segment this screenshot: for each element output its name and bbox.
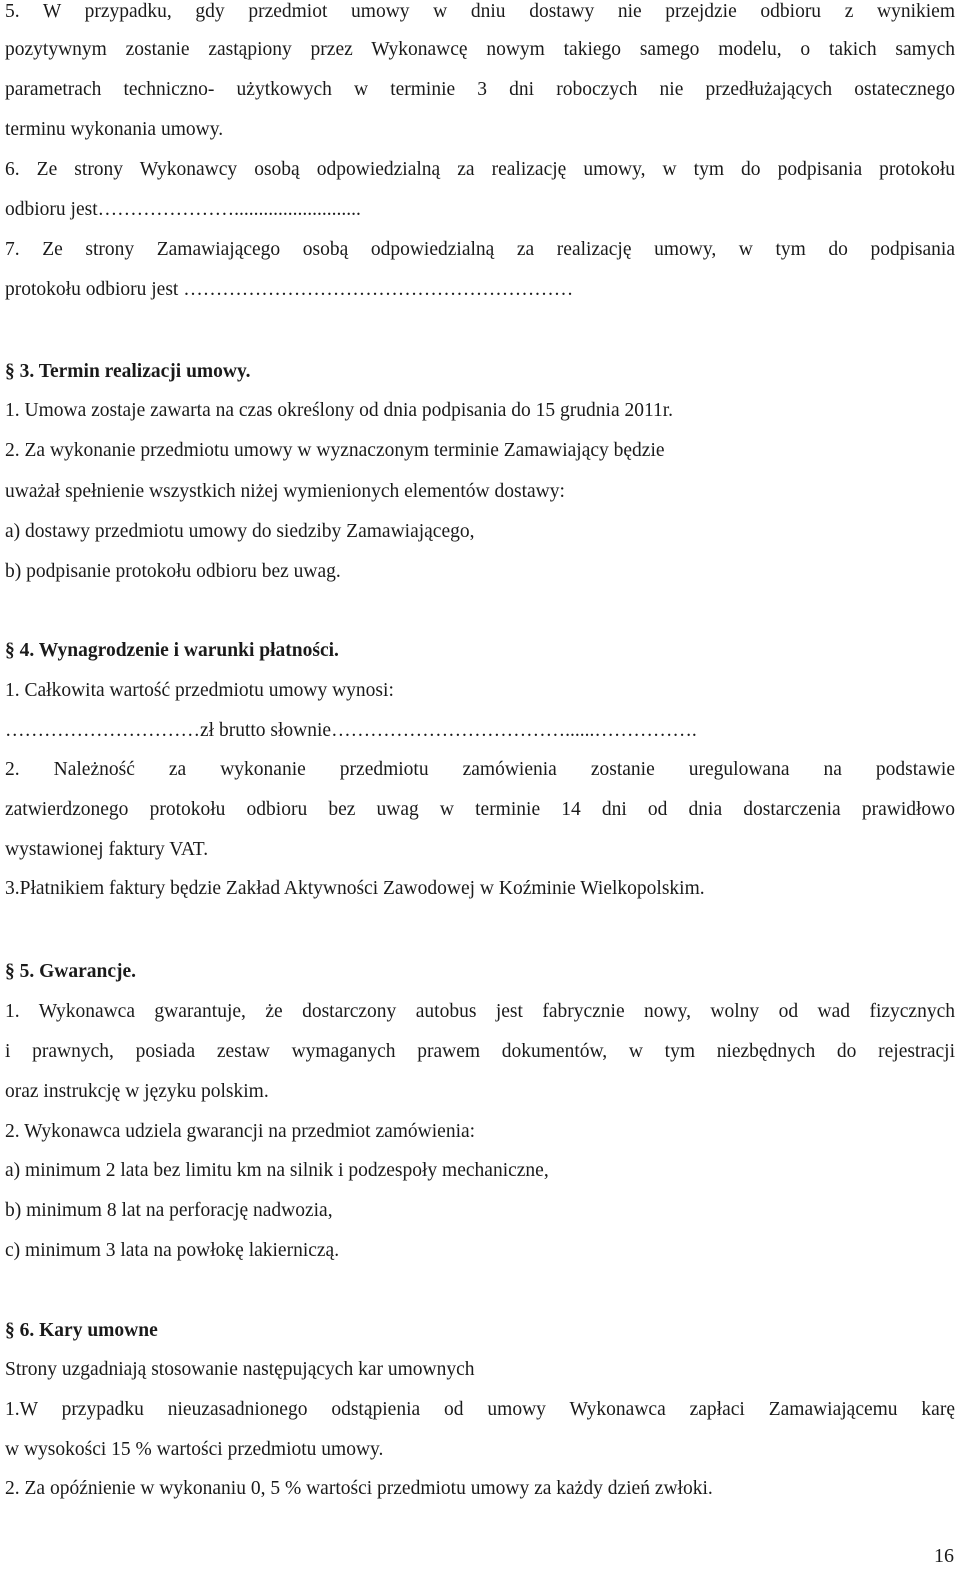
- section-3-heading: § 3. Termin realizacji umowy.: [5, 361, 251, 382]
- section-3-item-2-line-1: 2. Za wykonanie przedmiotu umowy w wyznaczonym terminie Zamawiający będzie: [5, 440, 665, 461]
- section-5-item-1-line-3: oraz instrukcję w języku polskim.: [5, 1081, 269, 1102]
- section-6-item-1-line-2: w wysokości 15 % wartości przedmiotu umowy.: [5, 1439, 384, 1460]
- section-4-item-2-line-2: zatwierdzonego protokołu odbioru bez uwag w terminie 14 dni od dnia dostarczenia prawidłowo: [5, 799, 955, 820]
- section-3-item-2-b: b) podpisanie protokołu odbioru bez uwag.: [5, 561, 341, 582]
- paragraph-7-line-1: 7. Ze strony Zamawiającego osobą odpowiedzialną za realizację umowy, w tym do podpisania: [5, 239, 955, 260]
- section-6-heading: § 6. Kary umowne: [5, 1320, 158, 1341]
- section-4-item-2-line-1: 2. Należność za wykonanie przedmiotu zamówienia zostanie uregulowana na podstawie: [5, 759, 955, 780]
- section-4-heading: § 4. Wynagrodzenie i warunki płatności.: [5, 640, 339, 661]
- paragraph-5-line-3: parametrach techniczno- użytkowych w terminie 3 dni roboczych nie przedłużających ostatecznego: [5, 79, 955, 100]
- section-5-item-2-a: a) minimum 2 lata bez limitu km na silnik i podzespoły mechaniczne,: [5, 1160, 549, 1181]
- section-5-item-2-b: b) minimum 8 lat na perforację nadwozia,: [5, 1200, 333, 1221]
- paragraph-5-line-1: 5. W przypadku, gdy przedmiot umowy w dniu dostawy nie przejdzie odbioru z wynikiem: [5, 1, 955, 22]
- section-3-item-2-line-2: uważał spełnienie wszystkich niżej wymienionych elementów dostawy:: [5, 481, 565, 502]
- section-5-item-1-line-1: 1. Wykonawca gwarantuje, że dostarczony autobus jest fabrycznie nowy, wolny od wad fizycznych: [5, 1001, 955, 1022]
- section-6-item-1-line-1: 1.W przypadku nieuzasadnionego odstąpienia od umowy Wykonawca zapłaci Zamawiającemu karę: [5, 1399, 955, 1420]
- section-5-item-2: 2. Wykonawca udziela gwarancji na przedmiot zamówienia:: [5, 1121, 476, 1142]
- section-6-item-2: 2. Za opóźnienie w wykonaniu 0, 5 % wartości przedmiotu umowy za każdy dzień zwłoki.: [5, 1478, 713, 1499]
- paragraph-5-line-4: terminu wykonania umowy.: [5, 119, 224, 140]
- section-6-intro: Strony uzgadniają stosowanie następujących kar umownych: [5, 1359, 475, 1380]
- paragraph-6-line-1: 6. Ze strony Wykonawcy osobą odpowiedzialną za realizację umowy, w tym do podpisania protokołu: [5, 159, 955, 180]
- paragraph-6-line-2: odbioru jest…………………..........................: [5, 199, 361, 220]
- section-3-item-2-a: a) dostawy przedmiotu umowy do siedziby Zamawiającego,: [5, 521, 475, 542]
- section-4-item-3: 3.Płatnikiem faktury będzie Zakład Aktywności Zawodowej w Koźminie Wielkopolskim.: [5, 878, 705, 899]
- section-5-item-1-line-2: i prawnych, posiada zestaw wymaganych prawem dokumentów, w tym niezbędnych do rejestracji: [5, 1041, 955, 1062]
- section-5-heading: § 5. Gwarancje.: [5, 961, 137, 982]
- section-3-item-1: 1. Umowa zostaje zawarta na czas określony od dnia podpisania do 15 grudnia 2011r.: [5, 400, 674, 421]
- section-5-item-2-c: c) minimum 3 lata na powłokę lakierniczą.: [5, 1240, 340, 1261]
- page-number: 16: [934, 1545, 954, 1567]
- section-4-item-1-line-1: 1. Całkowita wartość przedmiotu umowy wynosi:: [5, 680, 394, 701]
- paragraph-5-line-2: pozytywnym zostanie zastąpiony przez Wykonawcę nowym takiego samego modelu, o takich samych: [5, 39, 955, 60]
- paragraph-7-line-2: protokołu odbioru jest ……………………………………………………: [5, 279, 574, 300]
- section-4-item-2-line-3: wystawionej faktury VAT.: [5, 839, 209, 860]
- section-4-item-1-line-2: …………………………zł brutto słownie………………………………......…………….: [5, 720, 697, 741]
